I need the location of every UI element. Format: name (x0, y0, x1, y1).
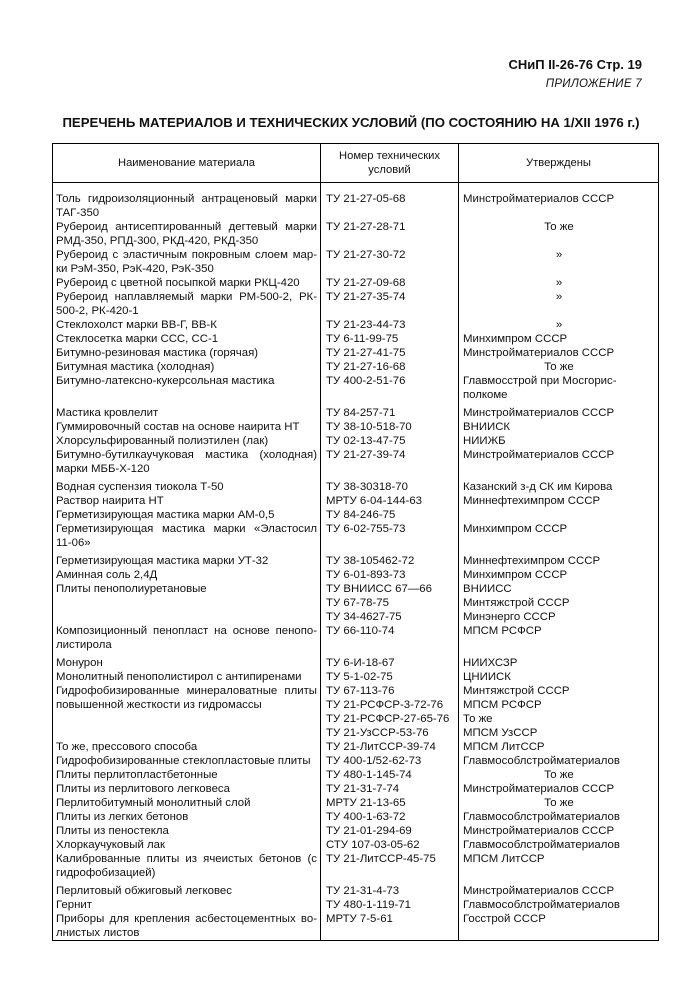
material-name-cell-line: 500-2, РК-420-1 (56, 305, 139, 317)
approved-by-cell-line: Минхимпром СССР (463, 333, 568, 345)
spec-number-cell (321, 480, 459, 494)
material-name-cell-line: ТАГ-350 (56, 207, 100, 219)
material-name-cell (53, 220, 321, 248)
approved-by-cell-line: Минхимпром СССР (463, 523, 568, 535)
material-name-cell (53, 852, 321, 880)
table-row (53, 740, 659, 754)
spec-number-cell-line: ТУ 480-1-119-71 (326, 899, 411, 911)
approved-by-cell (459, 290, 659, 318)
approved-by-cell-line: Миннефтехимпром СССР (463, 495, 601, 507)
spec-number-cell (321, 332, 459, 346)
spec-number-cell (321, 318, 459, 332)
material-name-cell-line: Стеклосетка марки ССС, СС-1 (56, 333, 219, 345)
approved-by-cell-line: То же (544, 361, 574, 373)
material-name-cell-line: марки МББ-Х-120 (56, 463, 150, 475)
spec-number-cell-line: ТУ 21-ЛитССР-39-74 (326, 741, 436, 753)
table-row (53, 374, 659, 402)
material-name-cell-line: Плиты из перлитового легковеса (56, 783, 230, 795)
approved-by-cell-line: Минстройматериалов СССР (463, 449, 615, 461)
approved-by-cell-line: То же (544, 769, 574, 781)
spec-number-cell (321, 898, 459, 912)
table-row (53, 684, 659, 740)
table-row (53, 912, 659, 941)
material-name-cell-line: Калиброванные плиты из ячеистых бетонов (с (56, 853, 317, 865)
approved-by-cell (459, 360, 659, 374)
approved-by-cell-line: Минтяжстрой СССР (463, 685, 570, 697)
spec-number-cell (321, 624, 459, 652)
material-name-cell-line: Плиты из пеностекла (56, 825, 169, 837)
spec-number-cell (321, 276, 459, 290)
spec-number-cell-line: ТУ ВНИИСС 67—66 (326, 583, 432, 595)
spec-number-cell-line: ТУ 21-01-294-69 (326, 825, 412, 837)
approved-by-cell (459, 884, 659, 898)
spec-number-cell (321, 346, 459, 360)
approved-by-cell-line: » (555, 319, 563, 331)
spec-number-cell (321, 508, 459, 522)
approved-by-cell-line: Главмособлстройматериалов (463, 811, 620, 823)
approved-by-cell (459, 434, 659, 448)
material-name-cell (53, 318, 321, 332)
approved-by-cell (459, 192, 659, 220)
table-row (53, 494, 659, 508)
approved-by-cell-line: » (555, 277, 563, 289)
material-name-cell-line: Герметизирующая мастика марки «Эластосил (56, 523, 317, 535)
approved-by-cell-line: Госстрой СССР (463, 913, 546, 925)
spec-number-cell-line: ТУ 21-27-16-68 (326, 361, 406, 373)
spec-number-cell-line: ТУ 38-10-518-70 (326, 421, 412, 433)
spec-number-cell (321, 192, 459, 220)
spec-number-cell-line: ТУ 38-30318-70 (326, 481, 408, 493)
table-row (53, 810, 659, 824)
material-name-cell-line: Хлоркаучуковый лак (56, 839, 165, 851)
approved-by-cell (459, 220, 659, 248)
approved-by-cell-line: ВНИИСС (463, 583, 512, 595)
spec-number-cell-line: ТУ 400-1-63-72 (326, 811, 406, 823)
approved-by-cell-line: НИИХСЗР (463, 657, 518, 669)
spec-number-cell-line: ТУ 21-27-35-74 (326, 291, 406, 303)
approved-by-cell (459, 838, 659, 852)
spec-number-cell-line: ТУ 21-27-39-74 (326, 449, 406, 461)
spacer-cell (321, 183, 459, 193)
material-name-cell-line: Толь гидроизоляционный антраценовый марки (56, 193, 317, 205)
approved-by-cell (459, 568, 659, 582)
spec-number-cell (321, 670, 459, 684)
material-name-cell (53, 568, 321, 582)
table-row (53, 656, 659, 670)
material-name-cell (53, 740, 321, 754)
approved-by-cell (459, 522, 659, 550)
spec-number-cell (321, 684, 459, 740)
material-name-cell-line: Битумно-бутилкаучуковая мастика (холодная) (56, 449, 317, 461)
approved-by-cell (459, 912, 659, 941)
material-name-cell (53, 898, 321, 912)
approved-by-cell-line: Минтяжстрой СССР (463, 597, 570, 609)
approved-by-cell-line: Минхимпром СССР (463, 569, 568, 581)
spec-number-cell-line: ТУ 84-257-71 (326, 407, 396, 419)
column-header-approved-by: Утверждены (459, 144, 659, 183)
table-row (53, 248, 659, 276)
material-name-cell-line: листирола (56, 639, 112, 651)
spec-number-cell (321, 782, 459, 796)
approved-by-cell-line: МПСМ ЛитССР (463, 741, 545, 753)
approved-by-cell-line: Минстройматериалов СССР (463, 885, 615, 897)
approved-by-cell-line: То же (544, 797, 574, 809)
material-name-cell-line: Аминная соль 2,4Д (56, 569, 158, 581)
material-name-cell-line: Раствор наирита НТ (56, 495, 164, 507)
table-row (53, 318, 659, 332)
material-name-cell-line: Перлитовый обжиговый легковес (56, 885, 232, 897)
material-name-cell (53, 838, 321, 852)
material-name-cell (53, 768, 321, 782)
material-name-cell-line: 11-06» (56, 537, 91, 549)
material-name-cell-line: Гуммировочный состав на основе наирита НТ (56, 421, 300, 433)
table-header-row (53, 144, 659, 183)
table-row (53, 796, 659, 810)
approved-by-cell (459, 554, 659, 568)
table-row (53, 434, 659, 448)
table-row (53, 754, 659, 768)
appendix-label: ПРИЛОЖЕНИЕ 7 (545, 78, 642, 90)
approved-by-cell-line: Главмособлстройматериалов (463, 899, 620, 911)
material-name-cell (53, 522, 321, 550)
material-name-cell (53, 796, 321, 810)
spec-number-cell-line: ТУ 21-27-09-68 (326, 277, 406, 289)
material-name-cell (53, 782, 321, 796)
material-name-cell (53, 582, 321, 624)
material-name-cell-line: Герметизирующая мастика марки АМ-0,5 (56, 509, 275, 521)
spec-number-cell-line: ТУ 5-1-02-75 (326, 671, 393, 683)
spacer-row (53, 183, 659, 193)
material-name-cell (53, 434, 321, 448)
material-name-cell-line: Битумная мастика (холодная) (56, 361, 215, 373)
material-name-cell-line: Композиционный пенопласт на основе пенопо- (56, 625, 317, 637)
material-name-cell (53, 290, 321, 318)
page-reference: СНиП II-26-76 Стр. 19 (508, 57, 642, 72)
approved-by-cell-line: Минстройматериалов СССР (463, 347, 615, 359)
spec-number-cell-line: ТУ 21-27-28-71 (326, 221, 406, 233)
material-name-cell (53, 360, 321, 374)
material-name-cell (53, 480, 321, 494)
spec-number-cell-line: ТУ 38-105462-72 (326, 555, 415, 567)
table-row (53, 852, 659, 880)
material-name-cell (53, 420, 321, 434)
material-name-cell-line: Приборы для крепления асбестоцементных во- (56, 913, 317, 925)
approved-by-cell-line: ВНИИСК (463, 421, 511, 433)
table-row (53, 332, 659, 346)
spec-number-cell (321, 824, 459, 838)
material-name-cell (53, 374, 321, 402)
material-name-cell-line: Гидрофобизированные минераловатные плиты (56, 685, 317, 697)
table-row (53, 522, 659, 550)
spacer-cell (459, 183, 659, 193)
material-name-cell-line: Водная суспензия тиокола Т-50 (56, 481, 224, 493)
spec-number-cell (321, 754, 459, 768)
table-row (53, 448, 659, 476)
spacer-cell (53, 183, 321, 193)
approved-by-cell (459, 276, 659, 290)
approved-by-cell (459, 448, 659, 476)
spec-number-cell-line: ТУ 21-27-41-75 (326, 347, 406, 359)
approved-by-cell-line: МПСМ УзССР (463, 727, 538, 739)
material-name-cell-line: гидрофобизацией) (56, 867, 156, 879)
approved-by-cell-line: полкоме (463, 389, 508, 401)
spec-number-cell-line: ТУ 21-РСФСР-27-65-76 (326, 713, 450, 725)
material-name-cell-line: лнистых листов (56, 927, 140, 939)
approved-by-cell-line: Главмосстрой при Мосгорис- (463, 375, 617, 387)
approved-by-cell (459, 318, 659, 332)
approved-by-cell-line: Миннефтехимпром СССР (463, 555, 601, 567)
material-name-cell (53, 624, 321, 652)
material-name-cell (53, 824, 321, 838)
spec-number-cell (321, 522, 459, 550)
material-name-cell (53, 248, 321, 276)
spec-number-cell-line: ТУ 67-113-76 (326, 685, 395, 697)
approved-by-cell (459, 346, 659, 360)
table-row (53, 670, 659, 684)
material-name-cell (53, 406, 321, 420)
spec-number-cell-line: ТУ 34-4627-75 (326, 611, 402, 623)
material-name-cell-line: Хлорсульфированный полиэтилен (лак) (56, 435, 269, 447)
material-name-cell-line: Битумно-резиновая мастика (горячая) (56, 347, 259, 359)
material-name-cell (53, 346, 321, 360)
spec-number-cell (321, 656, 459, 670)
approved-by-cell (459, 810, 659, 824)
spec-number-cell-line: ТУ 6-02-755-73 (326, 523, 406, 535)
material-name-cell-line: повышенной жесткости из гидромассы (56, 699, 262, 711)
material-name-cell (53, 912, 321, 941)
approved-by-cell (459, 420, 659, 434)
table-row (53, 276, 659, 290)
material-name-cell (53, 670, 321, 684)
spec-number-cell (321, 494, 459, 508)
approved-by-cell (459, 494, 659, 508)
spec-number-cell (321, 290, 459, 318)
table-row (53, 768, 659, 782)
column-header-material: Наименование материала (53, 144, 321, 183)
spec-number-cell (321, 420, 459, 434)
material-name-cell (53, 448, 321, 476)
table-body (53, 183, 659, 941)
spec-number-cell (321, 448, 459, 476)
table-row (53, 624, 659, 652)
spec-number-cell (321, 810, 459, 824)
approved-by-cell-line: Казанский з-д СК им Кирова (463, 481, 613, 493)
spec-number-cell (321, 554, 459, 568)
approved-by-cell-line: МПСМ ЛитССР (463, 853, 545, 865)
material-name-cell-line: То же, прессового способа (56, 741, 198, 753)
spec-number-cell (321, 248, 459, 276)
material-name-cell-line: Гернит (56, 899, 92, 911)
spec-number-cell-line: ТУ 6-И-18-67 (326, 657, 395, 669)
material-name-cell-line: ки РэМ-350, РэК-420, РэК-350 (56, 263, 214, 275)
material-name-cell-line: Битумно-латексно-кукерсольная мастика (56, 375, 275, 387)
material-name-cell (53, 554, 321, 568)
table-row (53, 406, 659, 420)
spec-number-cell (321, 740, 459, 754)
approved-by-cell-line: ЦНИИСК (463, 671, 511, 683)
table-row (53, 838, 659, 852)
approved-by-cell-line: » (555, 249, 563, 261)
approved-by-cell-line: То же (544, 221, 574, 233)
spec-number-cell-line: МРТУ 7-5-61 (326, 913, 393, 925)
spec-number-cell (321, 582, 459, 624)
approved-by-cell (459, 740, 659, 754)
approved-by-cell (459, 374, 659, 402)
table-row (53, 290, 659, 318)
spec-number-cell-line: ТУ 6-11-99-75 (326, 333, 399, 345)
material-name-cell-line: Плиты перлитопластбетонные (56, 769, 218, 781)
material-name-cell-line: Гидрофобизированные стеклопластовые плиты (56, 755, 311, 767)
material-name-cell (53, 332, 321, 346)
spec-number-cell-line: ТУ 21-УзССР-53-76 (326, 727, 429, 739)
approved-by-cell (459, 624, 659, 652)
approved-by-cell (459, 898, 659, 912)
approved-by-cell-line: Минэнерго СССР (463, 611, 556, 623)
material-name-cell-line: Монолитный пенополистирол с антипиренами (56, 671, 302, 683)
table-row (53, 582, 659, 624)
approved-by-cell (459, 480, 659, 494)
approved-by-cell (459, 852, 659, 880)
approved-by-cell-line: Главмособлстройматериалов (463, 755, 620, 767)
document-title: ПЕРЕЧЕНЬ МАТЕРИАЛОВ И ТЕХНИЧЕСКИХ УСЛОВИЙ (ПО СОСТОЯНИЮ НА 1/XII 1976 г.) (62, 115, 640, 130)
approved-by-cell-line: Минстройматериалов СССР (463, 407, 615, 419)
approved-by-cell (459, 332, 659, 346)
table-row (53, 508, 659, 522)
material-name-cell-line: Плиты пенополиуретановые (56, 583, 207, 595)
table-row (53, 420, 659, 434)
material-name-cell (53, 656, 321, 670)
approved-by-cell (459, 768, 659, 782)
material-name-cell (53, 508, 321, 522)
approved-by-cell-line: То же (463, 713, 493, 725)
spec-number-cell-line: ТУ 400-1/52-62-73 (326, 755, 422, 767)
spec-number-cell-line: СТУ 107-03-05-62 (326, 839, 420, 851)
material-name-cell-line: РМД-350, РПД-300, РКД-420, РКД-350 (56, 235, 259, 247)
material-name-cell-line: Рубероид с эластичным покровным слоем мар- (56, 249, 317, 261)
material-name-cell-line: Рубероид антисептированный дегтевый марки (56, 221, 317, 233)
material-name-cell-line: Мастика кровлелит (56, 407, 159, 419)
material-name-cell-line: Герметизирующая мастика марки УТ-32 (56, 555, 269, 567)
spec-number-cell-line: МРТУ 21-13-65 (326, 797, 406, 809)
spec-number-cell-line: ТУ 6-01-893-73 (326, 569, 406, 581)
material-name-cell-line: Стеклохолст марки ВВ-Г, ВВ-К (56, 319, 217, 331)
spec-number-cell (321, 360, 459, 374)
table-row (53, 346, 659, 360)
approved-by-cell (459, 754, 659, 768)
material-name-cell-line: Перлитобитумный монолитный слой (56, 797, 251, 809)
spec-number-cell (321, 568, 459, 582)
material-name-cell-line: Рубероид наплавляемый марки РМ-500-2, РК- (56, 291, 317, 303)
approved-by-cell-line: Минстройматериалов СССР (463, 193, 615, 205)
approved-by-cell-line: Минстройматериалов СССР (463, 783, 615, 795)
spec-number-cell (321, 796, 459, 810)
approved-by-cell-line: НИИЖБ (463, 435, 506, 447)
approved-by-cell (459, 796, 659, 810)
spec-number-cell (321, 768, 459, 782)
table-row (53, 824, 659, 838)
column-header-spec-number: Номер технических условий (321, 144, 459, 183)
approved-by-cell (459, 684, 659, 740)
spec-number-cell-line: ТУ 66-110-74 (326, 625, 395, 637)
spec-number-cell (321, 434, 459, 448)
approved-by-cell-line: Главмособлстройматериалов (463, 839, 620, 851)
approved-by-cell-line: Минстройматериалов СССР (463, 825, 615, 837)
spec-number-cell-line: ТУ 84-246-75 (326, 509, 396, 521)
table-row (53, 898, 659, 912)
materials-table (52, 143, 659, 941)
spec-number-cell-line: ТУ 400-2-51-76 (326, 375, 406, 387)
spec-number-cell-line: ТУ 21-27-05-68 (326, 193, 406, 205)
table-row (53, 480, 659, 494)
table-row (53, 360, 659, 374)
material-name-cell (53, 810, 321, 824)
spec-number-cell-line: ТУ 21-31-7-74 (326, 783, 400, 795)
material-name-cell (53, 684, 321, 740)
spec-number-cell-line: ТУ 21-27-30-72 (326, 249, 406, 261)
spec-number-cell (321, 912, 459, 941)
spec-number-cell-line: ТУ 21-ЛитССР-45-75 (326, 853, 436, 865)
approved-by-cell-line: МПСМ РСФСР (463, 625, 542, 637)
spec-number-cell (321, 374, 459, 402)
approved-by-cell (459, 824, 659, 838)
approved-by-cell (459, 782, 659, 796)
approved-by-cell (459, 406, 659, 420)
table-row (53, 884, 659, 898)
spec-number-cell-line: МРТУ 6-04-144-63 (326, 495, 422, 507)
spec-number-cell-line: ТУ 21-РСФСР-3-72-76 (326, 699, 444, 711)
table-row (53, 568, 659, 582)
material-name-cell-line: Рубероид с цветной посыпкой марки РКЦ-420 (56, 277, 300, 289)
approved-by-cell-line: » (555, 291, 563, 303)
spec-number-cell-line: ТУ 21-31-4-73 (326, 885, 400, 897)
spec-number-cell-line: ТУ 02-13-47-75 (326, 435, 406, 447)
material-name-cell-line: Монурон (56, 657, 103, 669)
approved-by-cell-line: МПСМ РСФСР (463, 699, 542, 711)
approved-by-cell (459, 248, 659, 276)
spec-number-cell (321, 852, 459, 880)
table-row (53, 192, 659, 220)
table-row (53, 220, 659, 248)
spec-number-cell-line: ТУ 480-1-145-74 (326, 769, 412, 781)
spec-number-cell (321, 838, 459, 852)
spec-number-cell-line: ТУ 21-23-44-73 (326, 319, 406, 331)
table-row (53, 554, 659, 568)
spec-number-cell (321, 884, 459, 898)
approved-by-cell (459, 508, 659, 522)
spec-number-cell (321, 406, 459, 420)
material-name-cell (53, 494, 321, 508)
material-name-cell-line: Плиты из легких бетонов (56, 811, 189, 823)
table-row (53, 782, 659, 796)
approved-by-cell (459, 670, 659, 684)
approved-by-cell (459, 582, 659, 624)
material-name-cell (53, 754, 321, 768)
material-name-cell (53, 884, 321, 898)
material-name-cell (53, 192, 321, 220)
spec-number-cell-line: ТУ 67-78-75 (326, 597, 389, 609)
material-name-cell (53, 276, 321, 290)
approved-by-cell (459, 656, 659, 670)
spec-number-cell (321, 220, 459, 248)
